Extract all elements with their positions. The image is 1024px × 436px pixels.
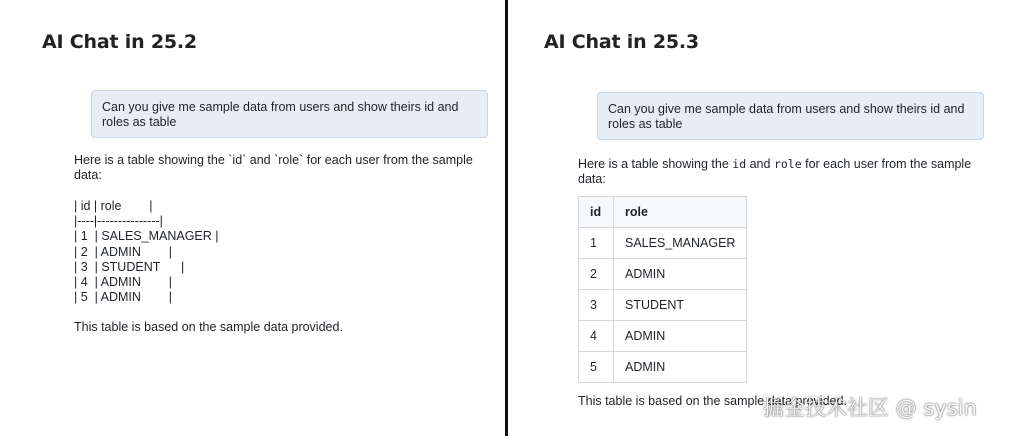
raw-table-line: |----|---------------| — [74, 214, 163, 229]
table-cell-id: 3 — [579, 290, 614, 321]
raw-table-line: | 3 | STUDENT | — [74, 259, 185, 274]
table-row — [579, 290, 747, 321]
table-cell-role: ADMIN — [614, 321, 747, 352]
right-user-message: Can you give me sample data from users and show theirs id and roles as table — [597, 92, 984, 140]
table-row — [579, 228, 747, 259]
table-row — [579, 259, 747, 290]
table-cell-id: 4 — [579, 321, 614, 352]
left-assistant-footer: This table is based on the sample data provided. — [74, 320, 343, 334]
right-assistant-intro — [578, 157, 978, 187]
table-row — [579, 352, 747, 383]
raw-table-line: | 1 | SALES_MANAGER | — [74, 229, 219, 244]
table-header-row — [579, 197, 747, 228]
table-header-role: role — [614, 197, 747, 228]
rendered-users-table — [578, 196, 747, 383]
table-cell-id: 2 — [579, 259, 614, 290]
left-panel — [0, 0, 505, 436]
table-cell-role: ADMIN — [614, 259, 747, 290]
raw-table-line: | 2 | ADMIN | — [74, 244, 172, 259]
left-assistant-intro: Here is a table showing the `id` and `role` for each user from the sample data: — [74, 153, 473, 182]
intro-prefix: Here is a table showing the — [578, 157, 733, 171]
watermark-text: 掘金技术社区 @ sysin — [763, 396, 977, 420]
table-cell-role: STUDENT — [614, 290, 747, 321]
raw-table-line: | 5 | ADMIN | — [74, 290, 172, 305]
inline-code-id: id — [732, 157, 747, 171]
right-assistant-footer: This table is based on the sample data provided. — [578, 394, 847, 408]
intro-middle: and — [746, 157, 774, 171]
inline-code-role: role — [773, 157, 802, 171]
left-user-message: Can you give me sample data from users and show theirs id and roles as table — [91, 90, 488, 138]
raw-table-line: | 4 | ADMIN | — [74, 275, 172, 290]
left-raw-markdown-table — [74, 199, 219, 305]
table-cell-role: ADMIN — [614, 352, 747, 383]
table-header-id: id — [579, 197, 614, 228]
raw-table-line: | id | role | — [74, 199, 153, 213]
table-cell-id: 5 — [579, 352, 614, 383]
table-cell-id: 1 — [579, 228, 614, 259]
right-panel — [508, 0, 1024, 436]
table-row — [579, 321, 747, 352]
right-panel-title: AI Chat in 25.3 — [544, 31, 699, 53]
table-cell-role: SALES_MANAGER — [614, 228, 747, 259]
left-panel-title: AI Chat in 25.2 — [42, 31, 197, 53]
intro-suffix: for each user from the sample data: — [578, 157, 972, 186]
